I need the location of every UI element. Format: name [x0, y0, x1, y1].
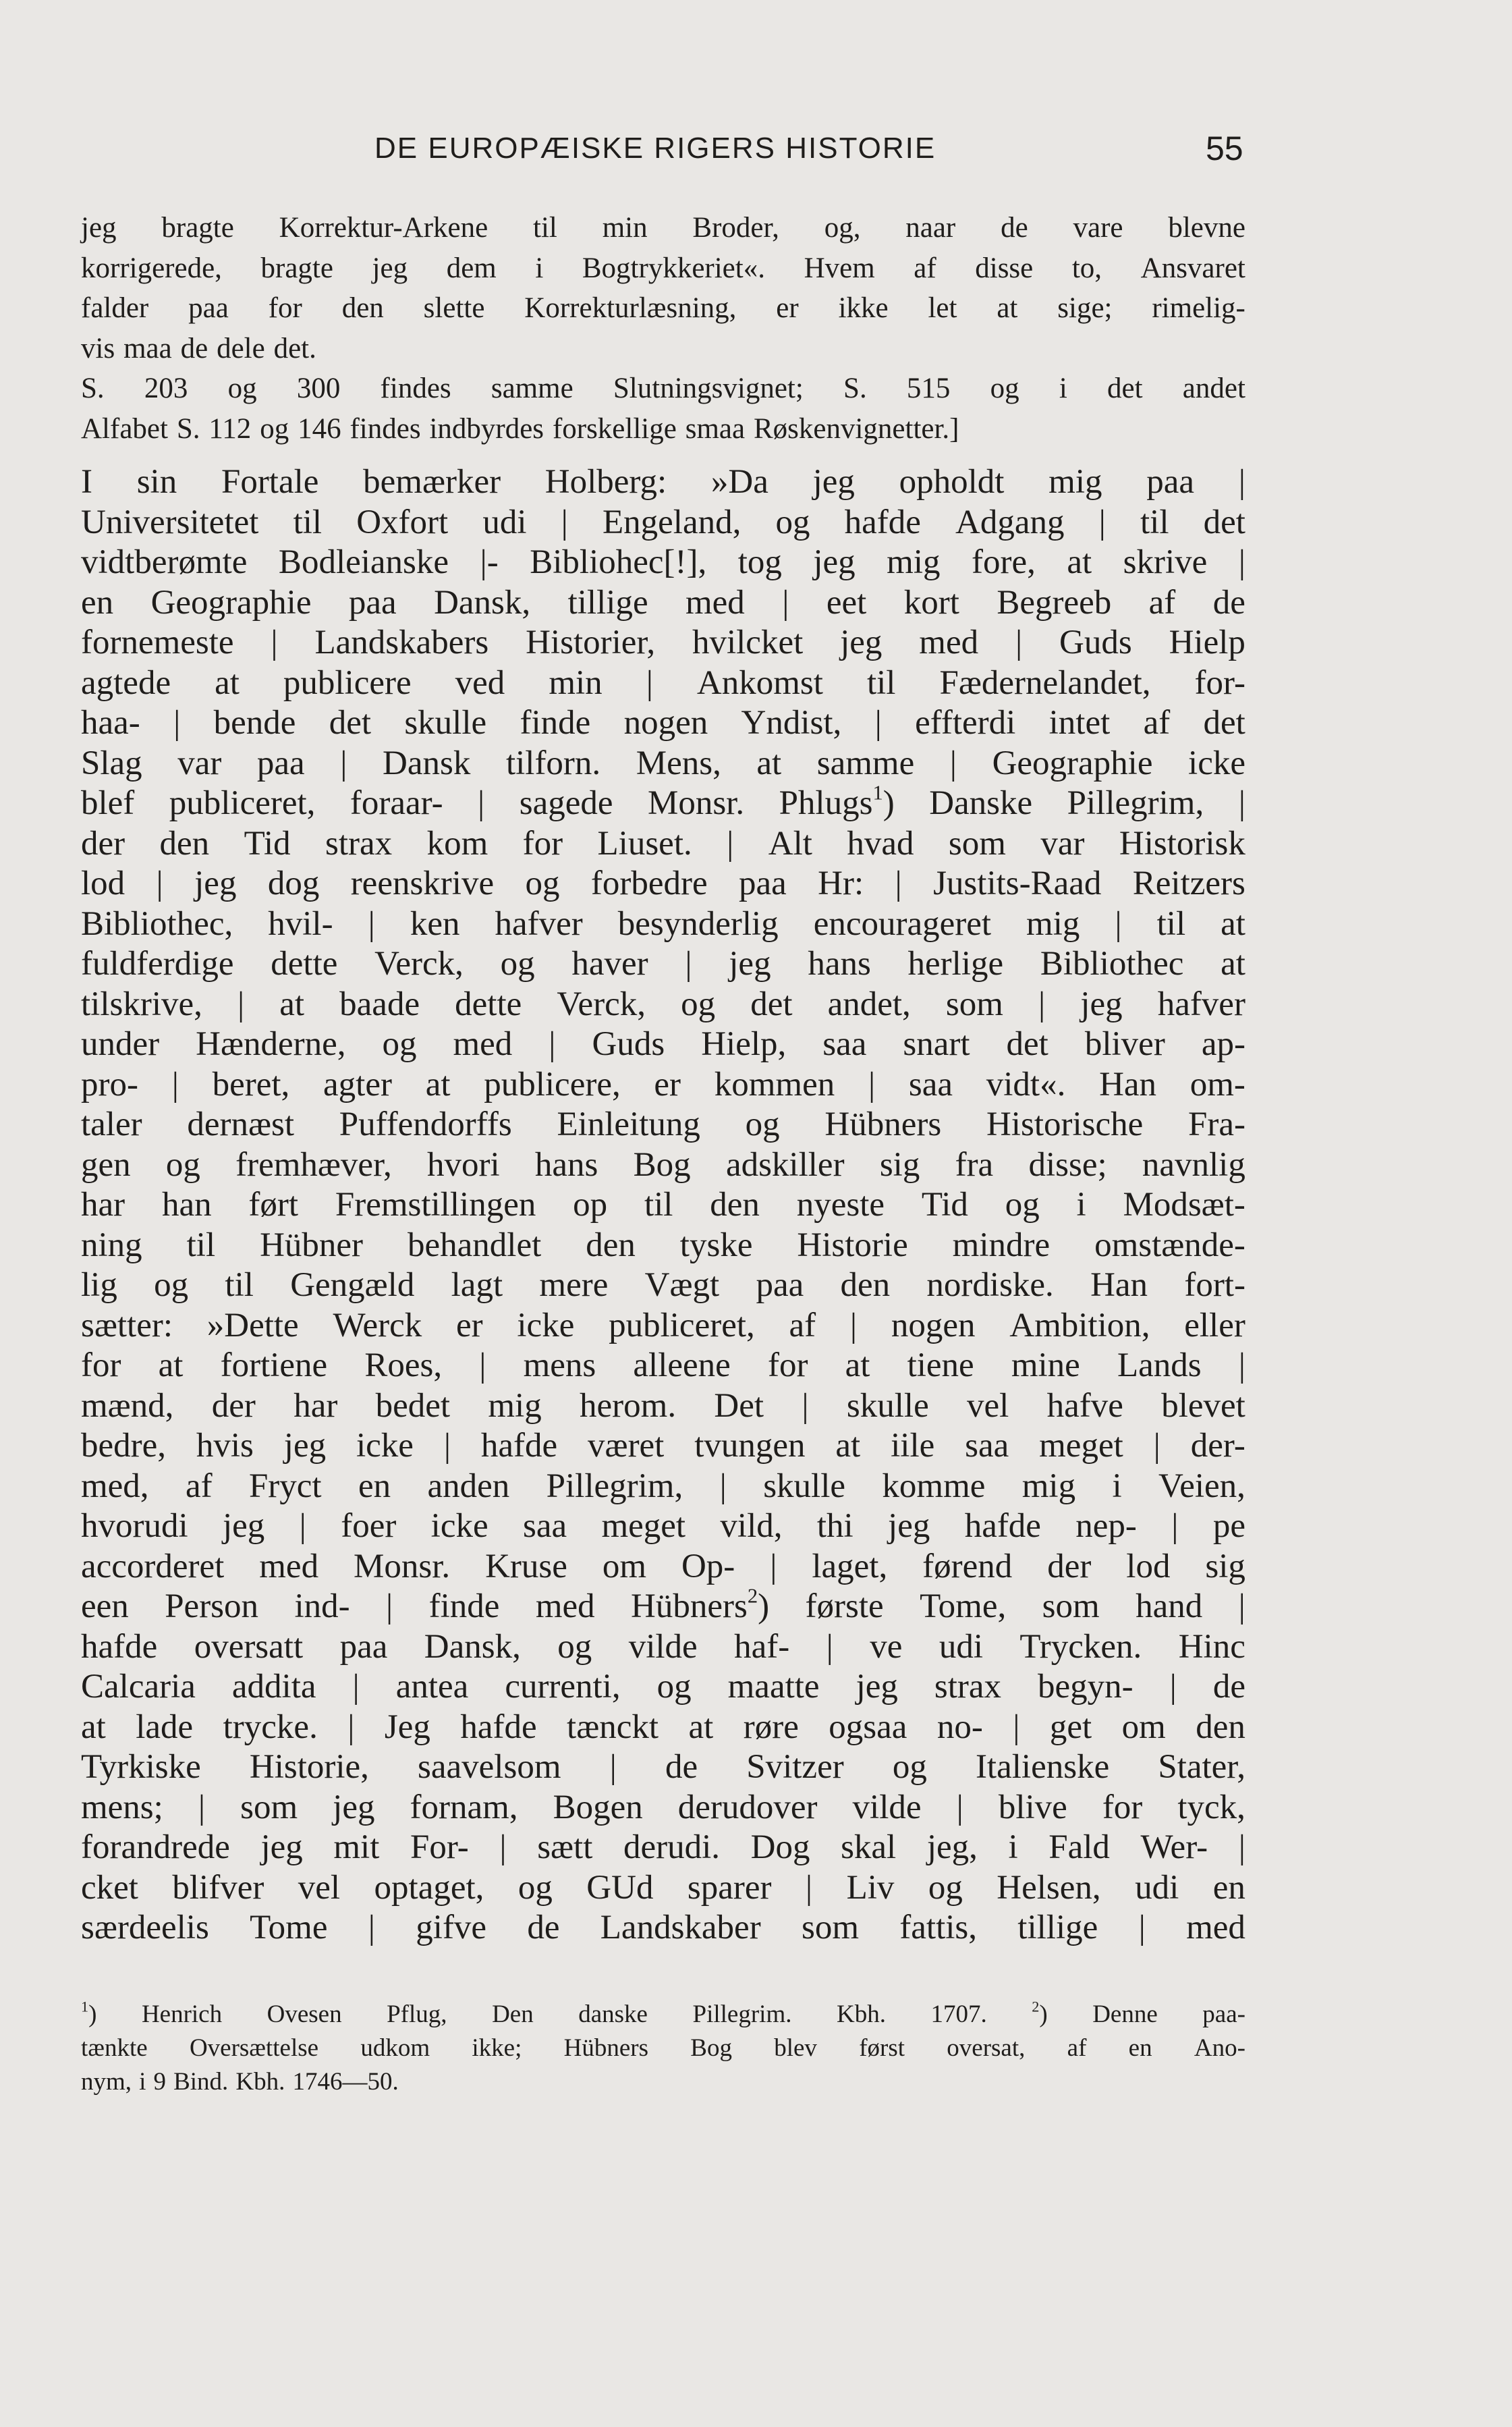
- text-line: at lade trycke. | Jeg hafde tænckt at røre ogsaa no- | get om den: [81, 1708, 1245, 1746]
- text-line: for at fortiene Roes, | mens alleene for at tiene mine Lands |: [81, 1346, 1245, 1384]
- text-line: lig og til Gengæld lagt mere Vægt paa den nordiske. Han fort-: [81, 1266, 1245, 1304]
- text-line: Bibliothec, hvil- | ken hafver besynderlig encourageret mig | til at: [81, 904, 1245, 943]
- text-line: korrigerede, bragte jeg dem i Bogtrykkeriet«. Hvem af disse to, Ansvaret: [81, 252, 1245, 284]
- page-body: [81, 208, 1245, 1948]
- text-line: tilskrive, | at baade dette Verck, og det andet, som | jeg hafver: [81, 985, 1245, 1023]
- page-header: [0, 128, 1512, 175]
- text-line: agtede at publicere ved min | Ankomst til Fædernelandet, for-: [81, 663, 1245, 702]
- text-line: Calcaria addita | antea currenti, og maatte jeg strax begyn- | de: [81, 1668, 1245, 1706]
- text-line: en Geographie paa Dansk, tillige med | eet kort Begreeb af de: [81, 583, 1245, 622]
- text-line: S. 203 og 300 findes samme Slutningsvignet; S. 515 og i det andet: [81, 373, 1245, 404]
- text-line: I sin Fortale bemærker Holberg: »Da jeg opholdt mig paa |: [81, 463, 1245, 501]
- text-line: falder paa for den slette Korrekturlæsning, er ikke let at sige; rimelig-: [81, 292, 1245, 324]
- footnote-line: tænkte Oversættelse udkom ikke; Hübners Bog blev først oversat, af en Ano-: [81, 2034, 1245, 2062]
- text-line: mens; | som jeg fornam, Bogen derudover vilde | blive for tyck,: [81, 1788, 1245, 1826]
- text-line: hafde oversatt paa Dansk, og vilde haf- | ve udi Trycken. Hinc: [81, 1627, 1245, 1666]
- text-line: Slag var paa | Dansk tilforn. Mens, at samme | Geographie icke: [81, 744, 1245, 782]
- text-line: Tyrkiske Historie, saavelsom | de Svitzer og Italienske Stater,: [81, 1748, 1245, 1786]
- page-number: 55: [1206, 130, 1243, 167]
- text-line: accorderet med Monsr. Kruse om Op- | laget, førend der lod sig: [81, 1547, 1245, 1585]
- text-line: pro- | beret, agter at publicere, er kommen | saa vidt«. Han om-: [81, 1065, 1245, 1103]
- running-title: DE EUROPÆISKE RIGERS HISTORIE: [374, 132, 936, 165]
- text-line: Alfabet S. 112 og 146 findes indbyrdes forskellige smaa Røskenvignetter.]: [81, 412, 959, 445]
- text-line: fuldferdige dette Verck, og haver | jeg hans herlige Bibliothec at: [81, 945, 1245, 983]
- text-line: taler dernæst Puffendorffs Einleitung og Hübners Historische Fra-: [81, 1106, 1245, 1143]
- text-line: hvorudi jeg | foer icke saa meget vild, thi jeg hafde nep- | pe: [81, 1507, 1245, 1545]
- text-line: blef publiceret, foraar- | sagede Monsr. Phlugs$^1$) Danske Pillegrim, |: [81, 781, 1245, 822]
- text-line: sætter: »Dette Werck er icke publiceret, af | nogen Ambition, eller: [81, 1306, 1245, 1344]
- text-line: vis maa de dele det.: [81, 332, 316, 364]
- text-line: har han ført Fremstillingen op til den nyeste Tid og i Modsæt-: [81, 1186, 1245, 1224]
- small-paragraph: [81, 369, 1245, 449]
- text-line: haa- | bende det skulle finde nogen Yndist, | effterdi intet af det: [81, 704, 1245, 742]
- small-paragraph: [81, 208, 1245, 369]
- text-line: bedre, hvis jeg icke | hafde været tvungen at iile saa meget | der-: [81, 1427, 1245, 1465]
- footnote-line: $^1$) Henrich Ovesen Pflug, Den danske Pillegrim. Kbh. 1707. $^2$) Denne paa-: [81, 1998, 1245, 2028]
- text-line: een Person ind- | finde med Hübners$^2$) første Tome, som hand |: [81, 1584, 1245, 1625]
- text-line: under Hænderne, og med | Guds Hielp, saa snart det bliver ap-: [81, 1025, 1245, 1063]
- text-line: fornemeste | Landskabers Historier, hvilcket jeg med | Guds Hielp: [81, 624, 1245, 661]
- text-line: mænd, der har bedet mig herom. Det | skulle vel hafve blevet: [81, 1386, 1245, 1425]
- text-line: lod | jeg dog reenskrive og forbedre paa Hr: | Justits-Raad Reitzers: [81, 865, 1245, 902]
- text-line: ning til Hübner behandlet den tyske Historie mindre omstænde-: [81, 1226, 1245, 1264]
- text-line: der den Tid strax kom for Liuset. | Alt hvad som var Historisk: [81, 824, 1245, 863]
- footnote-line: nym, i 9 Bind. Kbh. 1746—50.: [81, 2068, 399, 2096]
- text-line: med, af Fryct en anden Pillegrim, | skulle komme mig i Veien,: [81, 1467, 1245, 1505]
- text-line: cket blifver vel optaget, og GUd sparer | Liv og Helsen, udi en: [81, 1868, 1245, 1907]
- text-line: vidtberømte Bodleianske |- Bibliohec[!], tog jeg mig fore, at skrive |: [81, 543, 1245, 581]
- text-line: jeg bragte Korrektur-Arkene til min Broder, og, naar de vare blevne: [81, 212, 1245, 244]
- small-print-text: [81, 208, 1245, 462]
- main-text: [81, 462, 1245, 1948]
- text-line: Universitetet til Oxfort udi | Engeland, og hafde Adgang | til det: [81, 503, 1245, 541]
- text-line: særdeelis Tome | gifve de Landskaber som fattis, tillige | med: [81, 1909, 1245, 1946]
- text-line: forandrede jeg mit For- | sætt derudi. Dog skal jeg, i Fald Wer- |: [81, 1828, 1245, 1866]
- text-line: gen og fremhæver, hvori hans Bog adskiller sig fra disse; navnlig: [81, 1145, 1245, 1184]
- footnotes: [81, 1998, 1245, 2099]
